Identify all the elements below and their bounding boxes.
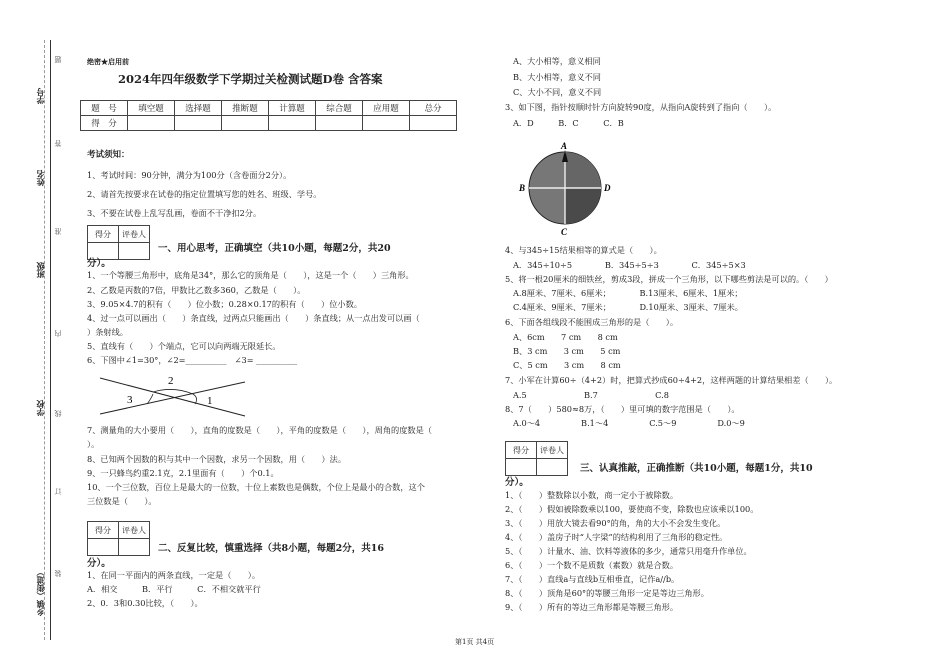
fold-char: 订	[54, 488, 62, 495]
compass-label-a: A	[561, 141, 568, 151]
question-line: 1、一个等腰三角形中，底角是34°，那么它的顶角是（ ），这是一个（ ）三角形。	[87, 270, 414, 280]
score-cell: 综合题	[316, 101, 363, 116]
question-line: C.4厘米、9厘米、7厘米； D.10厘米、3厘米、7厘米。	[513, 302, 743, 312]
judge-line: 2、（ ）假如被除数乘以100，要使商不变，除数也应该乘以100。	[505, 504, 759, 514]
question-line: ）。	[87, 439, 100, 449]
grader-box	[505, 441, 568, 476]
judge-line: 7、（ ）直线a与直线b互相垂直，记作a//b。	[505, 574, 680, 584]
question-line: B、大小相等，意义不同	[513, 72, 601, 82]
score-cell: 计算题	[269, 101, 316, 116]
judge-line: 9、（ ）所有的等边三角形都是等腰三角形。	[505, 602, 679, 612]
question-line: 9、一只蜂鸟约重2.1克，2.1里面有（ ）个0.1。	[87, 468, 279, 478]
question-line: A．相交 B．平行 C．不相交就平行	[87, 584, 261, 594]
section2-title: 二、反复比较，慎重选择（共8小题，每题2分，共16	[158, 543, 384, 554]
question-line: 7、测量角的大小要用（ ），直角的度数是（ ），平角的度数是（ ），周角的度数是（	[87, 425, 432, 435]
fold-char: 线	[54, 410, 62, 417]
question-line: 8、已知两个因数的积与其中一个因数，求另一个因数，用（ ）法。	[87, 454, 347, 464]
fold-char: 内	[54, 330, 62, 337]
question-line: A．345÷10÷5 B．345÷5÷3 C．345÷5×3	[513, 260, 746, 270]
angle-label-1: 1	[207, 395, 213, 407]
judge-line: 3、（ ）用放大镜去看90°的角，角的大小不会发生变化。	[505, 518, 726, 528]
score-cell[interactable]	[128, 116, 175, 131]
question-line: ）条射线。	[87, 327, 128, 337]
judge-line: 5、（ ）计量水、油、饮料等液体的多少，通常只用毫升作单位。	[505, 546, 752, 556]
grader-box	[87, 521, 150, 556]
question-line: C、5 cm 3 cm 8 cm	[513, 360, 621, 370]
score-cell[interactable]	[363, 116, 410, 131]
class-label: 班级	[35, 262, 45, 278]
student-id-label: 学号	[35, 88, 45, 104]
score-cell[interactable]	[316, 116, 363, 131]
notice-item: 2、请首先按要求在试卷的指定位置填写您的姓名、班级、学号。	[87, 189, 322, 199]
notice-item: 3、不要在试卷上乱写乱画，卷面不干净扣2分。	[87, 208, 262, 218]
question-line: 5、将一根20厘米的细铁丝，剪成3段，拼成一个三角形，以下哪些剪法是可以的。（ ）	[505, 274, 833, 284]
score-cell[interactable]	[410, 116, 457, 131]
question-line: 6、下图中∠1=30°，∠2=__________ ∠3= __________	[87, 355, 298, 365]
section3-title-cont: 分）。	[505, 477, 529, 488]
section1-title: 一、用心思考，正确填空（共10小题，每题2分，共20	[158, 243, 391, 254]
binding-margin	[0, 0, 80, 671]
question-line: A.5 B.7 C.8	[513, 390, 669, 400]
question-line: 4、过一点可以画出（ ）条直线，过两点只能画出（ ）条直线；从一点出发可以画（	[87, 313, 420, 323]
question-line: 3、如下图，指针按顺时针方向旋转90度，从指向A旋转到了指向（ ）。	[505, 102, 777, 112]
question-line: 2、0．3和0.30比较，（ ）。	[87, 598, 203, 608]
score-table	[80, 100, 457, 131]
question-line: 4、与345÷15结果相等的算式是（ ）。	[505, 245, 662, 255]
question-line: A、6cm 7 cm 8 cm	[513, 332, 618, 342]
school-label: 学校	[35, 400, 45, 416]
grader-reviewer-label: 评卷人	[537, 442, 568, 459]
grader-reviewer-cell[interactable]	[537, 459, 568, 476]
question-line: A.8厘米、7厘米、6厘米； B.13厘米、6厘米、1厘米；	[513, 288, 743, 298]
question-line: A.0～4 B.1～4 C.5～9 D.0～9	[513, 418, 745, 428]
grader-score-cell[interactable]	[506, 459, 537, 476]
angle-label-3: 3	[127, 394, 133, 406]
section2-title-cont: 分）。	[87, 558, 111, 569]
score-cell: 得 分	[81, 116, 128, 131]
score-cell: 选择题	[175, 101, 222, 116]
question-line: 2、乙数是丙数的7倍，甲数比乙数多360，乙数是（ ）。	[87, 285, 306, 295]
question-line: 1、在同一平面内的两条直线，一定是（ ）。	[87, 570, 261, 580]
question-line: 3、9.05×4.7的积有（ ）位小数；0.28×0.17的积有（ ）位小数。	[87, 299, 362, 309]
score-cell: 应用题	[363, 101, 410, 116]
score-table-header-row	[81, 101, 457, 116]
score-cell[interactable]	[269, 116, 316, 131]
score-cell: 填空题	[128, 101, 175, 116]
grader-score-label: 得分	[506, 442, 537, 459]
section1-title-cont: 分）。	[87, 258, 111, 269]
compass-label-d: D	[604, 183, 611, 193]
question-line: 7、小军在计算60÷（4+2）时，把算式抄成60÷4+2，这样两题的计算结果相差（ ）。	[505, 375, 838, 385]
grader-reviewer-label: 评卷人	[119, 226, 150, 243]
binding-line	[50, 40, 51, 640]
page-footer: 第1页 共4页	[455, 638, 495, 646]
score-cell: 题 号	[81, 101, 128, 116]
judge-line: 8、（ ）顶角是60°的等腰三角形一定是等边三角形。	[505, 588, 709, 598]
score-table-score-row	[81, 116, 457, 131]
fold-line	[44, 40, 45, 640]
fold-char: 准	[54, 228, 62, 235]
angle-figure	[95, 372, 255, 420]
angle-label-2: 2	[168, 375, 174, 387]
fold-char: 题	[54, 56, 62, 63]
grader-reviewer-cell[interactable]	[119, 539, 150, 556]
grader-score-label: 得分	[88, 522, 119, 539]
question-line: 5、直线有（ ）个端点，它可以向两端无限延长。	[87, 341, 281, 351]
question-line: 8、7（ ）580≈8万，（ ）里可填的数字范围是（ ）。	[505, 404, 740, 414]
name-label: 姓名	[35, 170, 45, 186]
township-label: 乡镇（街道）	[35, 568, 45, 616]
grader-reviewer-label: 评卷人	[119, 522, 150, 539]
score-cell[interactable]	[222, 116, 269, 131]
fold-char: 答	[54, 140, 62, 147]
judge-line: 6、（ ）一个数不是质数（素数）就是合数。	[505, 560, 679, 570]
question-line: 10、一个三位数，百位上是最大的一位数，十位上素数也是偶数，个位上是最小的合数，这个	[87, 482, 425, 492]
judge-line: 4、（ ）盖房子时“人字梁”的结构利用了三角形的稳定性。	[505, 532, 728, 542]
secret-mark: 绝密★启用前	[87, 57, 129, 66]
fold-char: 装	[54, 570, 62, 577]
question-line: C、大小不同，意义不同	[513, 87, 602, 97]
score-cell: 推断题	[222, 101, 269, 116]
judge-line: 1、（ ）整数除以小数，商一定小于被除数。	[505, 490, 679, 500]
question-line: B、3 cm 3 cm 5 cm	[513, 346, 621, 356]
grader-reviewer-cell[interactable]	[119, 243, 150, 260]
compass-label-c: C	[561, 227, 568, 237]
score-cell: 总分	[410, 101, 457, 116]
grader-score-label: 得分	[88, 226, 119, 243]
section3-title: 三、认真推敲，正确推断（共10小题，每题1分，共10	[580, 463, 813, 474]
score-cell[interactable]	[175, 116, 222, 131]
compass-figure	[515, 138, 615, 238]
notice-heading: 考试须知：	[87, 150, 130, 160]
question-line: 三位数是（ ）。	[87, 496, 157, 506]
notice-item: 1、考试时间：90分钟，满分为100分（含卷面分2分）。	[87, 170, 292, 180]
page-title: 2024年四年级数学下学期过关检测试题D卷 含答案	[118, 72, 383, 86]
compass-label-b: B	[519, 183, 526, 193]
question-line: A、大小相等，意义相同	[513, 56, 601, 66]
grader-score-cell[interactable]	[88, 539, 119, 556]
question-line: A．D B．C C．B	[513, 118, 624, 128]
question-line: 6、下面各组线段不能围成三角形的是（ ）。	[505, 317, 679, 327]
